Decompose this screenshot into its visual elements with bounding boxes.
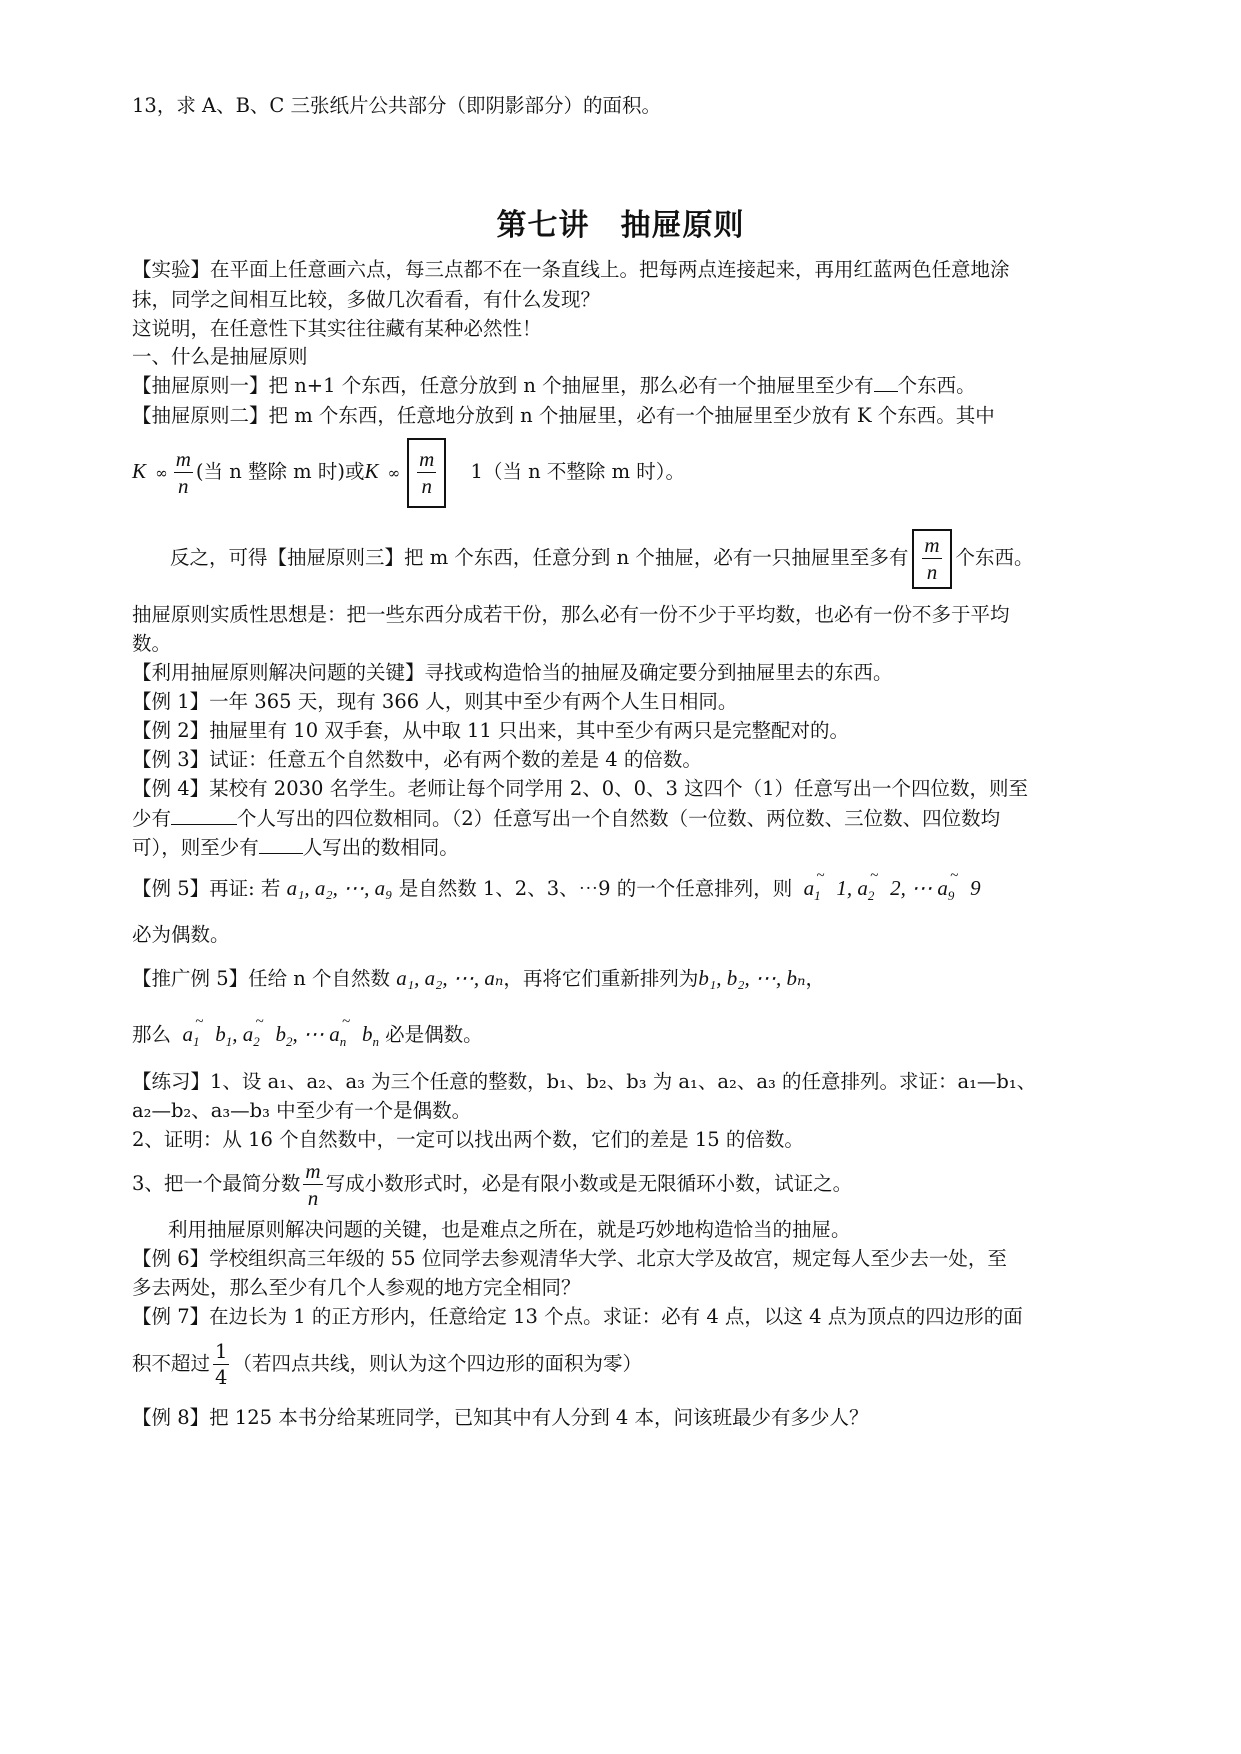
k-formula [132, 436, 1112, 506]
m-over-n-fraction: $\frac{m}{n}$ [175, 446, 191, 498]
example-6-line-2: 多去两处，那么至少有几个人参观的地方完全相同？ [132, 1276, 581, 1299]
garbled-expression: ~ $a_1$ 1, ~ $a_2$ 2, ⋯ ~ $a_9$ 9 [798, 876, 980, 900]
practice-line-4: 3、把一个最简分数 $\frac{m}{n}$ 写成小数形式时，必是有限小数或是无限循环小数，试证之。 [132, 1158, 853, 1210]
garbled-symbol-2: ∞ [387, 464, 401, 482]
answer-blank [874, 373, 898, 392]
example-4-line-3: 可），则至少有 人写出的数相同。 [132, 836, 459, 859]
example-4-line-1: 【例 4】某校有 2030 名学生。老师让每个同学用 2、0、0、3 这四个（1）任意写出一个四位数，则至 [132, 777, 1029, 800]
experiment-line-3: 这说明，在任意性下其实往往藏有某种必然性！ [132, 317, 542, 340]
sequence-a: a₁, a₂, ⋯, a₉ [286, 876, 393, 900]
one-quarter-fraction: $\frac{1}{4}$ [215, 1340, 228, 1389]
example-7-line-2: 积不超过 $\frac{1}{4}$ （若四点共线，则认为这个四边形的面积为零） [132, 1340, 642, 1389]
principle-2: 【抽屉原则二】把 m 个东西，任意地分放到 n 个抽屉里，必有一个抽屉里至少放有 K 个东西。其中 [132, 404, 995, 427]
practice-line-2: a₂—b₂、a₃—b₃ 中至少有一个是偶数。 [132, 1099, 472, 1122]
floor-bracket-2: $\frac{m}{n}$ [912, 529, 951, 589]
answer-blank [171, 806, 237, 825]
example-6-line-1: 【例 6】学校组织高三年级的 55 位同学去参观清华大学、北京大学及故宫，规定每人至少去一处，至 [132, 1247, 1007, 1270]
principle-3 [132, 528, 1112, 588]
generalized-example-5: 【推广例 5】任给 n 个自然数 a₁, a₂, ⋯, aₙ，再将它们重新排列为b₁, b₂, ⋯, bₙ， [132, 966, 826, 990]
floor-bracket: $\frac{m}{n}$ [407, 438, 446, 508]
example-5-line-2: 必为偶数。 [132, 923, 230, 946]
case-2-text: （当 n 不整除 m 时）。 [482, 460, 686, 483]
example-1: 【例 1】一年 365 天，现有 366 人，则其中至少有两个人生日相同。 [132, 690, 738, 713]
section-heading: 一、什么是抽屉原则 [132, 345, 308, 368]
answer-blank [259, 835, 303, 854]
principle-3-tail: 个东西。 [955, 546, 1034, 569]
example-8: 【例 8】把 125 本书分给某班同学，已知其中有人分到 4 本，问该班最少有多少人？ [132, 1406, 869, 1429]
case-1-text: (当 n 整除 m 时)或 [195, 460, 365, 483]
principle-1-text: 【抽屉原则一】把 n+1 个东西，任意分放到 n 个抽屉里，那么必有一个抽屉里至少有 [132, 374, 874, 397]
example-5: 【例 5】再证: 若 a₁, a₂, ⋯, a₉ 是自然数 1、2、3、⋯9 的一个任意排列，则 ~ $a_1$ 1, ~ $a_2$ 2, ⋯ ~ $a_9$ 9 [132, 874, 1112, 910]
example-3: 【例 3】试证：任意五个自然数中，必有两个数的差是 4 的倍数。 [132, 748, 702, 771]
principle-1-tail: 个东西。 [897, 374, 976, 397]
essence-line-2: 数。 [132, 632, 172, 655]
practice-line-3: 2、证明：从 16 个自然数中，一定可以找出两个数，它们的差是 15 的倍数。 [132, 1128, 804, 1151]
principle-1 [132, 372, 1112, 400]
key-statement-2: 利用抽屉原则解决问题的关键，也是难点之所在，就是巧妙地构造恰当的抽屉。 [168, 1218, 851, 1241]
example-4-line-2: 少有 个人写出的四位数相同。（2）任意写出一个自然数（一位数、两位数、三位数、四位数均 [132, 807, 1001, 830]
generalized-example-5-line-2: 那么 ~ $a_1$ $b_1$, ~ $a_2$ $b_2$, ⋯ ~ $a_n$ $b_n$ 必是偶数。 [132, 1020, 1112, 1056]
k-symbol: K [132, 459, 147, 483]
practice-line-1: 【练习】1、设 a₁、a₂、a₃ 为三个任意的整数，b₁、b₂、b₃ 为 a₁、a₂、a₃ 的任意排列。求证：a₁—b₁、 [132, 1070, 1037, 1093]
sequence-a-n: a₁, a₂, ⋯, aₙ [396, 966, 504, 990]
k-symbol-2: K [364, 459, 379, 483]
essence-line-1: 抽屉原则实质性思想是：把一些东西分成若干份，那么必有一份不少于平均数，也必有一份不多于平均 [132, 603, 1010, 626]
example-7-line-1: 【例 7】在边长为 1 的正方形内，任意给定 13 个点。求证：必有 4 点，以这 4 点为顶点的四边形的面 [132, 1305, 1023, 1328]
principle-3-text: 反之，可得【抽屉原则三】把 m 个东西，任意分到 n 个抽屉，必有一只抽屉里至多有 [170, 546, 909, 569]
experiment-line-1: 【实验】在平面上任意画六点，每三点都不在一条直线上。把每两点连接起来，再用红蓝两色任意地涂 [132, 258, 1010, 281]
page-title: 第七讲 抽屉原则 [496, 208, 745, 243]
plus-one: 1 [470, 460, 483, 483]
m-over-n-fraction: $\frac{m}{n}$ [305, 1158, 321, 1210]
experiment-line-2: 抹，同学之间相互比较，多做几次看看，有什么发现？ [132, 288, 601, 311]
key-statement: 【利用抽屉原则解决问题的关键】寻找或构造恰当的抽屉及确定要分到抽屉里去的东西。 [132, 661, 893, 684]
garbled-symbol: ∞ [155, 464, 168, 482]
garbled-expression-2: ~ $a_1$ $b_1$, ~ $a_2$ $b_2$, ⋯ ~ $a_n$ $b_n$ [177, 1022, 379, 1046]
sequence-b-n: b₁, b₂, ⋯, bₙ [698, 966, 806, 990]
previous-problem-line: 13，求 A、B、C 三张纸片公共部分（即阴影部分）的面积。 [132, 94, 662, 117]
example-2: 【例 2】抽屉里有 10 双手套，从中取 11 只出来，其中至少有两只是完整配对的。 [132, 719, 850, 742]
